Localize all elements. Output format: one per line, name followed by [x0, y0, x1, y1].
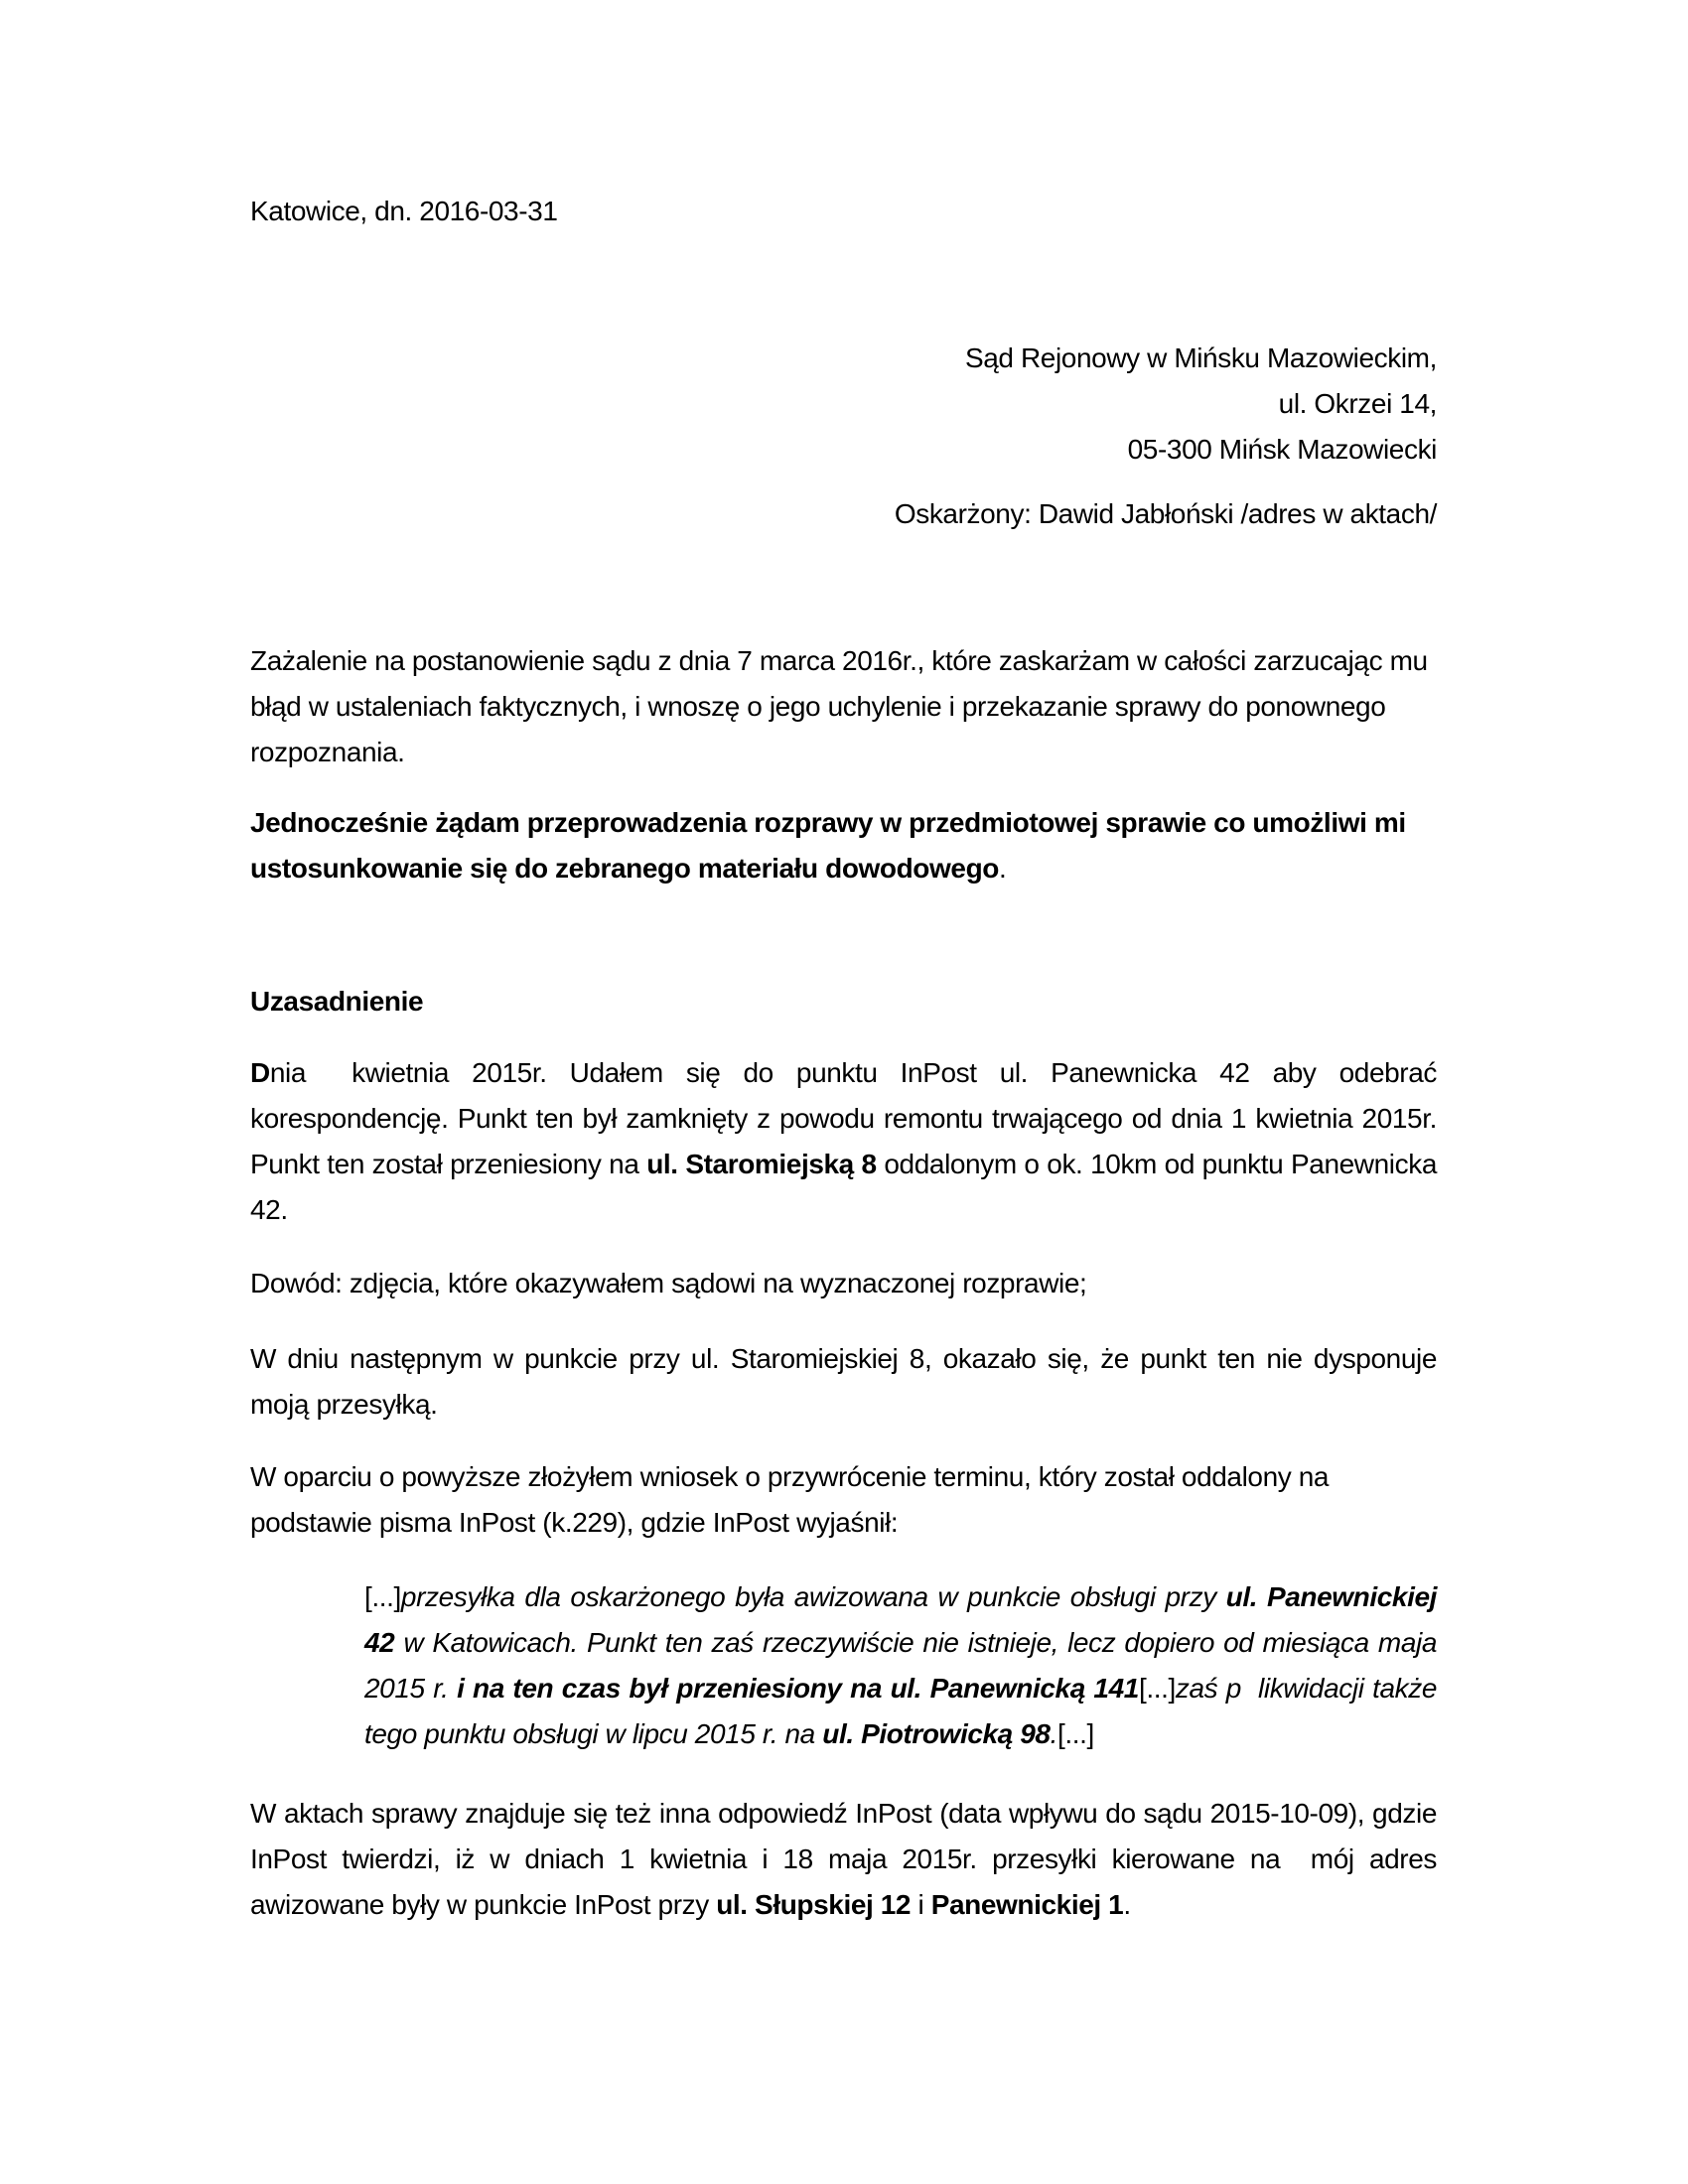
text-run: i na ten czas był przeniesiony na ul. Panewnicką 141	[457, 1673, 1139, 1704]
text-run: [...]	[1056, 1718, 1094, 1749]
text-run: [...]	[364, 1581, 401, 1612]
text-run: W aktach sprawy znajduje się też inna odpowiedź InPost (data wpływu do sądu 2015-10-09), gdzie InPost twierdzi, iż w dniach 1 kwietnia i 18 maja 2015r. przesyłki kierowane na mój adres awizowane były w punkcie InPost przy	[250, 1798, 1445, 1920]
inpost-visit-paragraph	[250, 1050, 1445, 1233]
defendant-line: Oskarżony: Dawid Jabłoński /adres w aktach/	[894, 498, 1437, 529]
text-run: ul. Panewnickiej 42	[364, 1581, 1445, 1658]
text-run: [...]	[1138, 1673, 1176, 1704]
text-run: w Katowicach. Punkt ten zaś rzeczywiście nie istnieje, lecz dopiero od miesiąca maja 2015 r.	[364, 1627, 1445, 1704]
text-run: W oparciu o powyższe złożyłem wniosek o przywrócenie terminu, który został oddalony na podstawie pisma InPost (k.229), gdzie InPost wyjaśnił:	[250, 1461, 1336, 1538]
motion-paragraph	[250, 1454, 1437, 1546]
text-run: nia kwietnia 2015r. Udałem się do punktu InPost ul. Panewnicka 42 aby odebrać korespondencję. Punkt ten był zamknięty z powodu remontu trwającego od dnia 1 kwietnia 2015r. Punkt ten został przeniesiony na	[250, 1057, 1445, 1179]
inpost-quote-paragraph	[364, 1574, 1445, 1757]
recipient-court-line: Sąd Rejonowy w Mińsku Mazowieckim,	[964, 342, 1437, 373]
justification-heading: Uzasadnienie	[250, 986, 424, 1017]
text-run: ul. Staromiejską 8	[646, 1149, 877, 1179]
text-run: Panewnickiej 1	[930, 1889, 1124, 1920]
text-run: Zażalenie na postanowienie sądu z dnia 7 marca 2016r., które zaskarżam w całości zarzucając mu błąd w ustaleniach faktycznych, i wnoszę o jego uchylenie i przekazanie sprawy do ponownego rozpoznania.	[250, 645, 1436, 767]
recipient-address-block	[250, 336, 1437, 473]
date-line: Katowice, dn. 2016-03-31	[250, 196, 558, 226]
text-run: oddalonym o ok. 10km od punktu Panewnicka 42.	[250, 1149, 1445, 1225]
text-run: przesyłka dla oskarżonego była awizowana w punkcie obsługi przy	[400, 1581, 1226, 1612]
text-run: Jednocześnie żądam przeprowadzenia rozprawy w przedmiotowej sprawie co umożliwi mi ustosunkowanie się do zebranego materiału dowodowego	[250, 807, 1414, 884]
text-run: Dowód: zdjęcia, które okazywałem sądowi na wyznaczonej rozprawie;	[250, 1268, 1087, 1298]
recipient-street-line: ul. Okrzei 14,	[1278, 388, 1437, 419]
next-day-paragraph	[250, 1336, 1445, 1428]
text-run: .	[998, 853, 1007, 884]
demand-paragraph	[250, 800, 1437, 891]
case-records-paragraph	[250, 1791, 1445, 1928]
text-run: ul. Słupskiej 12	[716, 1889, 912, 1920]
text-run: W dniu następnym w punkcie przy ul. Staromiejskiej 8, okazało się, że punkt ten nie dysponuje moją przesyłką.	[250, 1343, 1445, 1420]
text-run: zaś p likwidacji także tego punktu obsługi w lipcu 2015 r. na	[364, 1673, 1445, 1749]
evidence-paragraph	[250, 1261, 1437, 1306]
text-run: .	[1123, 1889, 1131, 1920]
recipient-city-line: 05-300 Mińsk Mazowiecki	[1127, 434, 1437, 465]
text-run: ul. Piotrowicką 98	[822, 1718, 1051, 1749]
text-run: i	[911, 1889, 931, 1920]
text-run: D	[250, 1057, 270, 1088]
text-run: .	[1050, 1718, 1057, 1749]
appeal-paragraph	[250, 638, 1437, 775]
